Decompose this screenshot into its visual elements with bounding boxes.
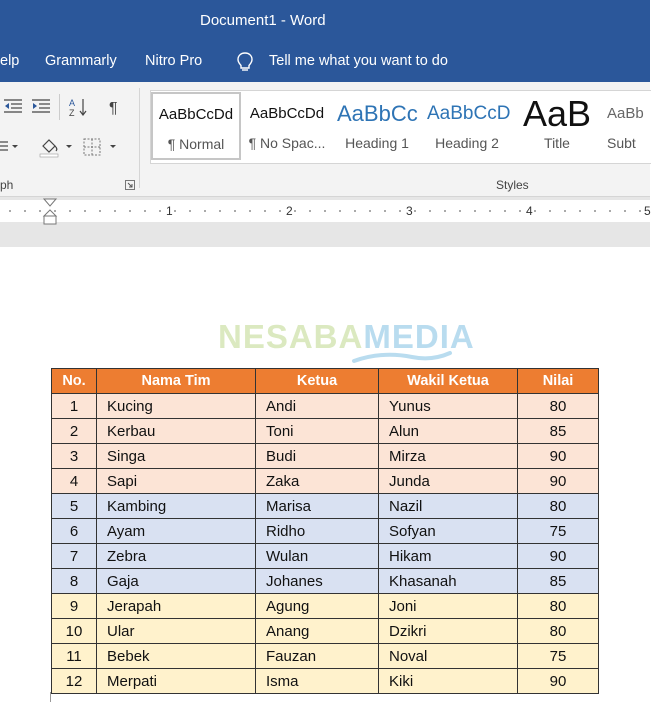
- header-nilai[interactable]: Nilai: [518, 369, 599, 394]
- cell-ketua[interactable]: Anang: [256, 619, 379, 644]
- cell-no[interactable]: 5: [52, 494, 97, 519]
- dialog-launcher-icon[interactable]: [125, 180, 135, 190]
- lightbulb-icon: [236, 51, 254, 73]
- table-row: [52, 594, 599, 619]
- ruler-area: [0, 197, 650, 247]
- cell-nilai[interactable]: 75: [518, 519, 599, 544]
- cell-nama-tim[interactable]: Kambing: [97, 494, 256, 519]
- title-bar: [0, 0, 650, 42]
- cell-ketua[interactable]: Ridho: [256, 519, 379, 544]
- increase-indent-icon[interactable]: [30, 96, 52, 118]
- shading-icon[interactable]: [38, 136, 74, 158]
- indent-marker-icon[interactable]: [43, 198, 57, 226]
- cell-no[interactable]: 6: [52, 519, 97, 544]
- style-title[interactable]: [515, 93, 599, 157]
- watermark-text: NESABA: [218, 318, 364, 355]
- cell-no[interactable]: 12: [52, 669, 97, 694]
- table-row: [52, 644, 599, 669]
- decrease-indent-icon[interactable]: [2, 96, 24, 118]
- cell-nama-tim[interactable]: Ular: [97, 619, 256, 644]
- cell-wakil-ketua[interactable]: Joni: [379, 594, 518, 619]
- ruler-number: 2: [286, 204, 293, 218]
- borders-icon[interactable]: [82, 136, 118, 158]
- cell-ketua[interactable]: Agung: [256, 594, 379, 619]
- styles-gallery: [150, 90, 651, 164]
- cell-ketua[interactable]: Andi: [256, 394, 379, 419]
- table-row: [52, 444, 599, 469]
- menu-help[interactable]: elp: [0, 53, 20, 69]
- ruler-number: 1: [166, 204, 173, 218]
- table-row: [52, 519, 599, 544]
- window-title: Document1 - Word: [200, 12, 326, 29]
- cell-ketua[interactable]: Johanes: [256, 569, 379, 594]
- cell-nama-tim[interactable]: Ayam: [97, 519, 256, 544]
- cell-nilai[interactable]: 80: [518, 619, 599, 644]
- cell-no[interactable]: 1: [52, 394, 97, 419]
- cell-no[interactable]: 2: [52, 419, 97, 444]
- cell-nilai[interactable]: 80: [518, 394, 599, 419]
- cell-wakil-ketua[interactable]: Khasanah: [379, 569, 518, 594]
- cell-wakil-ketua[interactable]: Dzikri: [379, 619, 518, 644]
- cell-nilai[interactable]: 90: [518, 544, 599, 569]
- ruler-number: 3: [406, 204, 413, 218]
- style-preview: AaBbCcD: [427, 103, 511, 124]
- cell-wakil-ketua[interactable]: Alun: [379, 419, 518, 444]
- cell-nilai[interactable]: 90: [518, 469, 599, 494]
- cell-no[interactable]: 11: [52, 644, 97, 669]
- cell-wakil-ketua[interactable]: Yunus: [379, 394, 518, 419]
- style-preview: AaBb: [607, 105, 644, 122]
- cell-wakil-ketua[interactable]: Hikam: [379, 544, 518, 569]
- cell-nama-tim[interactable]: Zebra: [97, 544, 256, 569]
- style-normal[interactable]: [151, 92, 241, 160]
- header-ketua[interactable]: Ketua: [256, 369, 379, 394]
- cell-nilai[interactable]: 90: [518, 669, 599, 694]
- cell-wakil-ketua[interactable]: Junda: [379, 469, 518, 494]
- cell-nama-tim[interactable]: Gaja: [97, 569, 256, 594]
- cell-nama-tim[interactable]: Jerapah: [97, 594, 256, 619]
- cell-wakil-ketua[interactable]: Kiki: [379, 669, 518, 694]
- ribbon-group-separator: [139, 88, 140, 188]
- table-row: [52, 469, 599, 494]
- table-row: [52, 544, 599, 569]
- align-dropdown-icon[interactable]: [0, 136, 20, 158]
- cell-wakil-ketua[interactable]: Mirza: [379, 444, 518, 469]
- cell-ketua[interactable]: Marisa: [256, 494, 379, 519]
- watermark-wave: [352, 349, 452, 365]
- cell-wakil-ketua[interactable]: Sofyan: [379, 519, 518, 544]
- watermark-text: MEDIA: [363, 318, 475, 355]
- cell-nama-tim[interactable]: Singa: [97, 444, 256, 469]
- paragraph-group-label: ph: [0, 178, 14, 192]
- pilcrow-icon[interactable]: [104, 96, 126, 118]
- cell-ketua[interactable]: Isma: [256, 669, 379, 694]
- header-no[interactable]: No.: [52, 369, 97, 394]
- style-preview: AaBbCc: [337, 101, 418, 126]
- menu-bar: [0, 42, 650, 82]
- svg-text:A: A: [69, 98, 76, 108]
- cell-nama-tim[interactable]: Kerbau: [97, 419, 256, 444]
- cell-ketua[interactable]: Wulan: [256, 544, 379, 569]
- style-preview: AaBbCcDd: [249, 105, 325, 122]
- cell-no[interactable]: 10: [52, 619, 97, 644]
- cell-ketua[interactable]: Fauzan: [256, 644, 379, 669]
- cell-nama-tim[interactable]: Merpati: [97, 669, 256, 694]
- cell-nilai[interactable]: 75: [518, 644, 599, 669]
- cell-no[interactable]: 7: [52, 544, 97, 569]
- ruler-number: 4: [526, 204, 533, 218]
- ruler-number: 5: [644, 204, 651, 218]
- table-row: [52, 569, 599, 594]
- styles-group-label: Styles: [496, 178, 529, 192]
- cell-nilai[interactable]: 85: [518, 419, 599, 444]
- cell-no[interactable]: 8: [52, 569, 97, 594]
- style-name: ¶ No Spac...: [248, 135, 326, 151]
- cell-no[interactable]: 3: [52, 444, 97, 469]
- ribbon: [0, 82, 650, 197]
- cell-wakil-ketua[interactable]: Noval: [379, 644, 518, 669]
- svg-text:Z: Z: [69, 108, 75, 118]
- table-row: [52, 394, 599, 419]
- ribbon-divider: [59, 94, 60, 120]
- table-header-row: [52, 369, 599, 394]
- table-row: [52, 419, 599, 444]
- svg-text:¶: ¶: [109, 100, 118, 117]
- style-heading-2[interactable]: [427, 93, 511, 157]
- style-subtitle[interactable]: [607, 93, 667, 157]
- cell-nama-tim[interactable]: Kucing: [97, 394, 256, 419]
- style-name: Title: [544, 135, 570, 151]
- style-heading-1[interactable]: [337, 93, 417, 157]
- margin-marker: [50, 692, 51, 702]
- tell-me-search[interactable]: Tell me what you want to do: [269, 53, 448, 69]
- style-preview: AaB: [522, 93, 592, 134]
- table-row: [52, 494, 599, 519]
- cell-wakil-ketua[interactable]: Nazil: [379, 494, 518, 519]
- ruler-ticks: [0, 200, 650, 222]
- header-wakil-ketua[interactable]: Wakil Ketua: [379, 369, 518, 394]
- cell-nilai[interactable]: 80: [518, 594, 599, 619]
- cell-nilai[interactable]: 85: [518, 569, 599, 594]
- style-name: ¶ Normal: [167, 136, 225, 152]
- style-name: Subt: [607, 135, 636, 151]
- cell-no[interactable]: 4: [52, 469, 97, 494]
- cell-nama-tim[interactable]: Bebek: [97, 644, 256, 669]
- cell-nama-tim[interactable]: Sapi: [97, 469, 256, 494]
- style-preview: AaBbCcDd: [158, 106, 234, 123]
- cell-no[interactable]: 9: [52, 594, 97, 619]
- style-name: Heading 2: [435, 135, 499, 151]
- cell-nilai[interactable]: 90: [518, 444, 599, 469]
- cell-ketua[interactable]: Zaka: [256, 469, 379, 494]
- cell-nilai[interactable]: 80: [518, 494, 599, 519]
- cell-ketua[interactable]: Budi: [256, 444, 379, 469]
- style-no-spacing[interactable]: [243, 93, 331, 157]
- data-table[interactable]: [51, 368, 599, 694]
- cell-ketua[interactable]: Toni: [256, 419, 379, 444]
- table-row: [52, 669, 599, 694]
- table-row: [52, 619, 599, 644]
- header-nama-tim[interactable]: Nama Tim: [97, 369, 256, 394]
- sort-icon[interactable]: [67, 96, 89, 118]
- menu-nitro-pro[interactable]: Nitro Pro: [145, 53, 203, 69]
- horizontal-ruler[interactable]: [0, 200, 650, 222]
- menu-grammarly[interactable]: Grammarly: [45, 53, 117, 69]
- style-name: Heading 1: [345, 135, 409, 151]
